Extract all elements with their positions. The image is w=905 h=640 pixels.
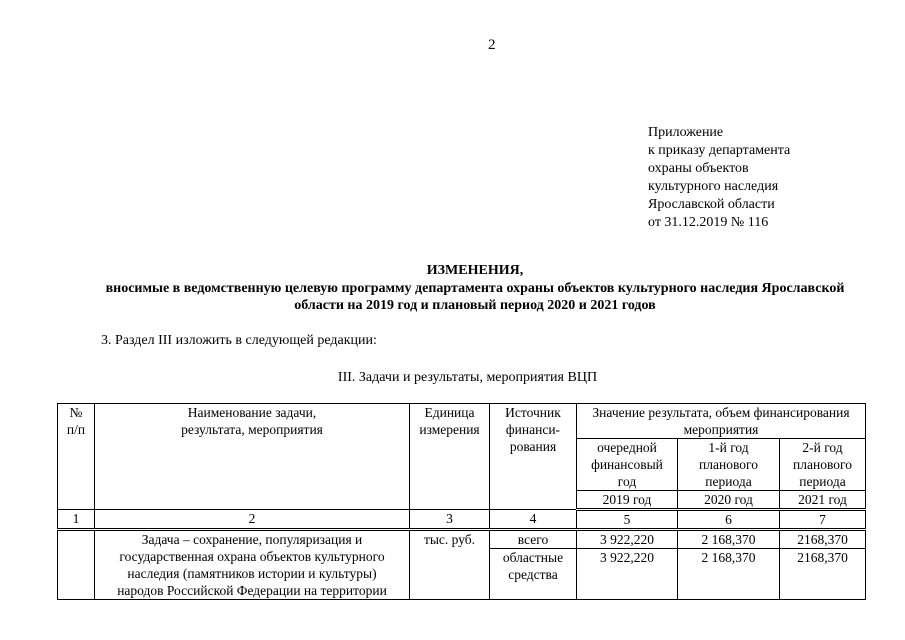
- appendix-line: от 31.12.2019 № 116: [648, 215, 769, 230]
- header-name: [95, 404, 410, 510]
- header-text: год: [617, 474, 637, 489]
- header-text: мероприятия: [683, 422, 759, 437]
- index-cell: 2: [95, 510, 410, 530]
- header-text: №: [69, 405, 83, 420]
- header-year-3: 2021 год: [780, 491, 866, 510]
- instruction-text: 3. Раздел III изложить в следующей редакции:: [101, 333, 377, 348]
- header-text: п/п: [66, 422, 86, 437]
- header-year-2: 2020 год: [678, 491, 780, 510]
- value-cell: 3 922,220: [577, 549, 678, 600]
- header-text: Источник: [505, 405, 561, 420]
- task-name-line: народов Российской Федерации на территории: [117, 583, 387, 598]
- header-year-1: 2019 год: [577, 491, 678, 510]
- header-text: очередной: [597, 440, 657, 455]
- source-cell: [490, 549, 577, 600]
- header-unit: [410, 404, 490, 510]
- index-cell: 5: [577, 510, 678, 530]
- tasks-table: [57, 403, 866, 600]
- header-text: периода: [705, 474, 752, 489]
- header-text: финанси-: [505, 422, 561, 437]
- table-row: [58, 530, 866, 549]
- index-row: [58, 510, 866, 530]
- task-name-cell: [95, 530, 410, 600]
- page-number: 2: [488, 37, 496, 53]
- index-cell: 1: [58, 510, 95, 530]
- header-value-2: [678, 439, 780, 491]
- appendix-line: культурного наследия: [648, 179, 779, 194]
- appendix-line: охраны объектов: [648, 161, 749, 176]
- header-row: [58, 404, 866, 439]
- index-cell: 6: [678, 510, 780, 530]
- appendix-line: Ярославской области: [648, 197, 775, 212]
- header-text: Значение результата, объем финансирования: [592, 405, 850, 420]
- header-value-3: [780, 439, 866, 491]
- task-name-line: наследия (памятников истории и культуры): [127, 566, 377, 581]
- header-text: планового: [793, 457, 852, 472]
- header-text: 1-й год: [708, 440, 749, 455]
- header-text: рования: [509, 439, 557, 454]
- header-text: измерения: [419, 422, 480, 437]
- appendix-line: Приложение: [648, 125, 724, 140]
- index-cell: 3: [410, 510, 490, 530]
- task-unit-cell: тыс. руб.: [410, 530, 490, 600]
- value-cell: 3 922,220: [577, 530, 678, 549]
- value-cell: 2168,370: [780, 549, 866, 600]
- source-text: областные: [502, 550, 564, 565]
- header-value-group: [577, 404, 866, 439]
- index-cell: 7: [780, 510, 866, 530]
- task-name-line: государственная охрана объектов культурного: [119, 549, 385, 564]
- source-cell: всего: [490, 530, 577, 549]
- subtitle-line: вносимые в ведомственную целевую программу департамента охраны объектов культурного наследия Ярославской: [105, 281, 845, 296]
- section-heading: III. Задачи и результаты, мероприятия ВЦП: [337, 370, 598, 385]
- header-text: периода: [799, 474, 846, 489]
- index-cell: 4: [490, 510, 577, 530]
- value-cell: 2 168,370: [678, 530, 780, 549]
- source-text: средства: [508, 567, 558, 582]
- header-source: [490, 404, 577, 510]
- header-text: 2-й год: [802, 440, 843, 455]
- header-text: результата, мероприятия: [181, 422, 323, 437]
- appendix-line: к приказу департамента: [648, 143, 791, 158]
- header-value-1: [577, 439, 678, 491]
- header-text: финансовый: [591, 457, 663, 472]
- value-cell: 2168,370: [780, 530, 866, 549]
- task-num-cell: [58, 530, 95, 600]
- header-text: планового: [699, 457, 758, 472]
- appendix-block: [648, 124, 790, 232]
- subtitle-line: области на 2019 год и плановый период 2020 и 2021 годов: [294, 298, 656, 313]
- value-cell: 2 168,370: [678, 549, 780, 600]
- header-text: Наименование задачи,: [187, 405, 317, 420]
- header-text: Единица: [424, 405, 475, 420]
- task-name-line: Задача – сохранение, популяризация и: [141, 532, 363, 547]
- header-num: [58, 404, 95, 510]
- document-title: ИЗМЕНЕНИЯ,: [426, 263, 524, 278]
- document-subtitle: [40, 280, 905, 314]
